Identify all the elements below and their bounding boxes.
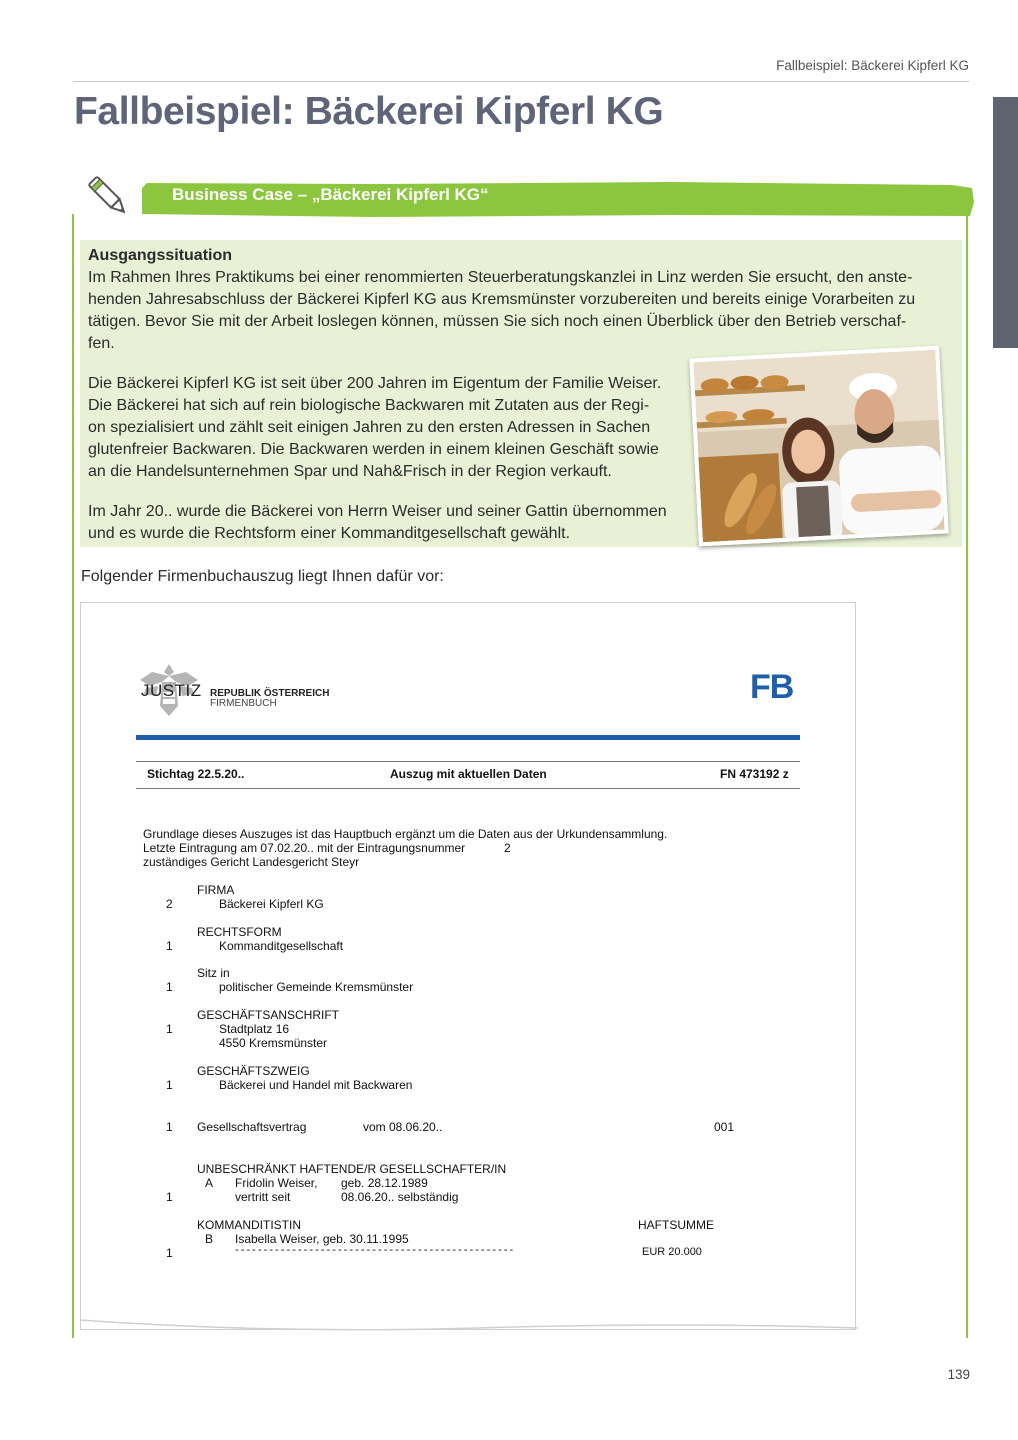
basis-line-2: Letzte Eintragung am 07.02.20.. mit der Eintragungsnummer bbox=[143, 841, 466, 855]
rule-top bbox=[136, 761, 800, 762]
sitz-num: 1 bbox=[166, 980, 173, 994]
anschrift-num: 1 bbox=[166, 1022, 173, 1036]
paragraph-history bbox=[88, 373, 672, 483]
text-line: tätigen. Bevor Sie mit der Arbeit loslegen können, müssen Sie sich noch einen Überblick über den Betrieb verschaf- bbox=[88, 313, 907, 330]
komplementaer-name: Fridolin Weiser, bbox=[235, 1176, 318, 1190]
sitz-label: Sitz in bbox=[197, 966, 230, 980]
fn-number: FN 473192 z bbox=[720, 767, 789, 781]
vertrag-date: vom 08.06.20.. bbox=[363, 1120, 443, 1134]
rule-bottom bbox=[136, 788, 800, 789]
court-line: zuständiges Gericht Landesgericht Steyr bbox=[143, 855, 360, 869]
running-header: Fallbeispiel: Bäckerei Kipferl KG bbox=[776, 58, 969, 73]
frame-right-line bbox=[966, 210, 968, 1338]
basis-line-1: Grundlage dieses Auszuges ist das Hauptbuch ergänzt um die Daten aus der Urkundensammlung. bbox=[143, 827, 668, 841]
komplementaer-num: 1 bbox=[166, 1190, 173, 1204]
republic-label: REPUBLIK ÖSTERREICH bbox=[210, 688, 330, 699]
komplementaer-label: UNBESCHRÄNKT HAFTENDE/R GESELLSCHAFTER/IN bbox=[197, 1162, 507, 1176]
haftsumme-value: EUR 20.000 bbox=[642, 1246, 702, 1258]
text-line: glutenfreier Backwaren. Die Backwaren werden in einem kleinen Geschäft sowie bbox=[88, 441, 659, 458]
side-tab-marker bbox=[993, 97, 1018, 348]
kommanditistin-letter: B bbox=[205, 1232, 214, 1246]
kommanditistin-num: 1 bbox=[166, 1246, 173, 1260]
text-line: on spezialisiert und zählt seit einigen Jahren zu den ersten Adressen in Sachen bbox=[88, 419, 651, 436]
zweig-label: GESCHÄFTSZWEIG bbox=[197, 1064, 310, 1078]
kommanditistin-name: Isabella Weiser, geb. 30.11.1995 bbox=[235, 1232, 409, 1246]
text-line: Die Bäckerei hat sich auf rein biologische Backwaren mit Zutaten aus der Regi- bbox=[88, 397, 650, 414]
text-line: und es wurde die Rechtsform einer Kommanditgesellschaft gewählt. bbox=[88, 525, 571, 542]
firma-num: 2 bbox=[166, 897, 173, 911]
rechtsform-label: RECHTSFORM bbox=[197, 925, 282, 939]
rechtsform-value: Kommanditgesellschaft bbox=[219, 939, 344, 953]
paragraph-takeover bbox=[88, 501, 688, 545]
dotted-leader: - - - - - - - - - - - - - - - - - - - - - - - - - - - - - - - - - - - - - - - - - - - - - - - - - bbox=[235, 1244, 513, 1256]
page-number: 139 bbox=[947, 1367, 970, 1382]
page-title: Fallbeispiel: Bäckerei Kipferl KG bbox=[74, 90, 664, 133]
anschrift-city: 4550 Kremsmünster bbox=[219, 1036, 328, 1050]
komplementaer-vertritt: vertritt seit bbox=[235, 1190, 291, 1204]
entry-number: 2 bbox=[504, 841, 511, 855]
text-line: fen. bbox=[88, 335, 115, 352]
page-curl bbox=[78, 1312, 860, 1342]
text-line: an die Handelsunternehmen Spar und Nah&Frisch in der Region verkauft. bbox=[88, 463, 612, 480]
vertrag-label: Gesellschaftsvertrag bbox=[197, 1120, 307, 1134]
komplementaer-since: 08.06.20.. selbständig bbox=[341, 1190, 459, 1204]
stichtag: Stichtag 22.5.20.. bbox=[147, 767, 245, 781]
justiz-wordmark: JUSTIZ bbox=[141, 681, 202, 700]
text-line: Im Rahmen Ihres Praktikums bei einer renommierten Steuerberatungskanzlei in Linz werden Sie ersucht, den anste- bbox=[88, 269, 913, 286]
blue-divider bbox=[136, 735, 800, 740]
rechtsform-num: 1 bbox=[166, 939, 173, 953]
vertrag-num: 1 bbox=[166, 1120, 173, 1134]
section-heading: Ausgangssituation bbox=[88, 247, 233, 264]
firma-label: FIRMA bbox=[197, 883, 235, 897]
fb-logo: FB bbox=[750, 668, 794, 706]
sitz-value: politischer Gemeinde Kremsmünster bbox=[219, 980, 414, 994]
vertrag-code: 001 bbox=[714, 1120, 735, 1134]
banner-title: Business Case – „Bäckerei Kipferl KG“ bbox=[172, 185, 489, 204]
anschrift-label: GESCHÄFTSANSCHRIFT bbox=[197, 1008, 340, 1022]
firma-value: Bäckerei Kipferl KG bbox=[219, 897, 324, 911]
zweig-num: 1 bbox=[166, 1078, 173, 1092]
komplementaer-birth: geb. 28.12.1989 bbox=[341, 1176, 428, 1190]
registry-label: FIRMENBUCH bbox=[210, 698, 277, 709]
paragraph-intro bbox=[88, 267, 950, 355]
pen-icon bbox=[84, 172, 134, 222]
komplementaer-letter: A bbox=[205, 1176, 214, 1190]
header-rule bbox=[73, 81, 969, 82]
bakers-photo bbox=[689, 346, 948, 547]
text-line: henden Jahresabschluss der Bäckerei Kipferl KG aus Kremsmünster vorzubereiten und bereits einige Vorarbeiten zu bbox=[88, 291, 916, 308]
haftsumme-label: HAFTSUMME bbox=[638, 1218, 714, 1232]
frame-left-line bbox=[72, 210, 74, 1338]
text-line: Im Jahr 20.. wurde die Bäckerei von Herrn Weiser und seiner Gattin übernommen bbox=[88, 503, 667, 520]
extract-intro: Folgender Firmenbuchauszug liegt Ihnen dafür vor: bbox=[81, 568, 444, 585]
anschrift-street: Stadtplatz 16 bbox=[219, 1022, 290, 1036]
text-line: Die Bäckerei Kipferl KG ist seit über 200 Jahren im Eigentum der Familie Weiser. bbox=[88, 375, 662, 392]
kommanditistin-label: KOMMANDITISTIN bbox=[197, 1218, 301, 1232]
zweig-value: Bäckerei und Handel mit Backwaren bbox=[219, 1078, 413, 1092]
extract-type: Auszug mit aktuellen Daten bbox=[390, 767, 547, 781]
